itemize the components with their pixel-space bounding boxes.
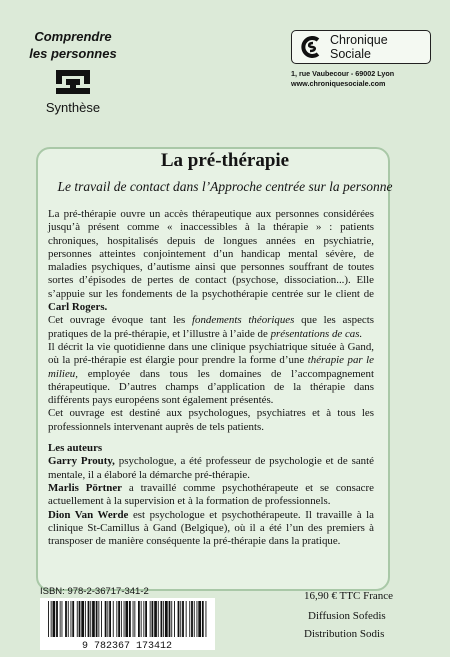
- collection-line-2: les personnes: [29, 46, 117, 61]
- publisher-name-line-1: Chronique: [330, 33, 388, 47]
- collection-line-1: Comprendre: [34, 29, 112, 44]
- distribution-line: Distribution Sodis: [304, 628, 385, 640]
- publisher-name-line-2: Sociale: [330, 47, 371, 61]
- author-1: Garry Prouty, psychologue, a été professeur de psychologie et de santé mentale, il a élaboré la démarche pré-thérapie.: [48, 455, 374, 481]
- back-cover-text: [48, 208, 374, 548]
- author-2: Marlis Pörtner a travaillé comme psychothérapeute et se consacre actuellement à la supervision et à la formation de professionnels.: [48, 481, 374, 508]
- paragraph-3: Il décrit la vie quotidienne dans une clinique psychiatrique située à Gand, où la pré-thérapie est élargie pour prendre la forme d’une thérapie par le milieu, employée dans tous les domaines de l’accompagnement thérapeutique. D’autres champs d’application de la thérapie dans différents pays européens sont également présentés.: [48, 340, 374, 407]
- author-3: Dion Van Werde est psychologue et psychothérapeute. Il travaille à la clinique St-Camillus à Gand (Belgique), où il a été l’un des premiers à transposer de manière conséquente la pré-thérapie dans la pratique.: [48, 508, 374, 548]
- isbn-label: ISBN: 978-2-36717-341-2: [40, 586, 149, 597]
- publisher-address: [291, 69, 431, 89]
- price: 16,90 € TTC France: [304, 590, 394, 602]
- diffusion-line: Diffusion Sofedis: [308, 610, 386, 622]
- authors-heading: Les auteurs: [48, 442, 103, 455]
- collection-block: [18, 28, 128, 116]
- paragraph-2: Cet ouvrage évoque tant les fondements théoriques que les aspects pratiques de la pré-thérapie, et l’illustre à l’aide de présentations de cas.: [48, 314, 375, 340]
- paragraph-4: Cet ouvrage est destiné aux psychologues, psychiatres et à tous les professionnels intervenant auprès de tels patients.: [48, 407, 374, 433]
- publisher-logo-box: [291, 30, 431, 64]
- book-title: La pré-thérapie: [160, 150, 290, 171]
- paragraph-1: La pré-thérapie ouvre un accès thérapeutique aux personnes considérées jusqu’à présent comme « inaccessibles à la thérapie » : patients chroniques, hospitalisés depuis de longues années en psychiatrie, personnes atteintes conjointement d’un handicap mental sévère, de maladies psychiques, d’autisme ainsi que personnes souffrant de toutes sortes d’épisodes de pertes de contact (psychose, dissociation...). Elle s’appuie sur les fondements de la psychothérapie centrée sur le client de Carl Rogers.: [48, 208, 374, 314]
- publisher-street: 1, rue Vaubecour - 69002 Lyon: [291, 69, 395, 78]
- chronique-sociale-logo-icon: [298, 35, 322, 59]
- book-subtitle: Le travail de contact dans l’Approche centrée sur la personne: [57, 179, 393, 194]
- synthese-logo-icon: [53, 68, 93, 98]
- collection-name: Synthèse: [45, 100, 101, 115]
- barcode-digits: 9 782367 173412: [81, 641, 173, 650]
- publisher-name: [330, 33, 388, 61]
- publisher-website: www.chroniquesociale.com: [291, 79, 386, 88]
- publisher-block: [291, 30, 431, 89]
- carl-rogers-name: Carl Rogers.: [48, 301, 108, 314]
- isbn-barcode: [40, 598, 215, 650]
